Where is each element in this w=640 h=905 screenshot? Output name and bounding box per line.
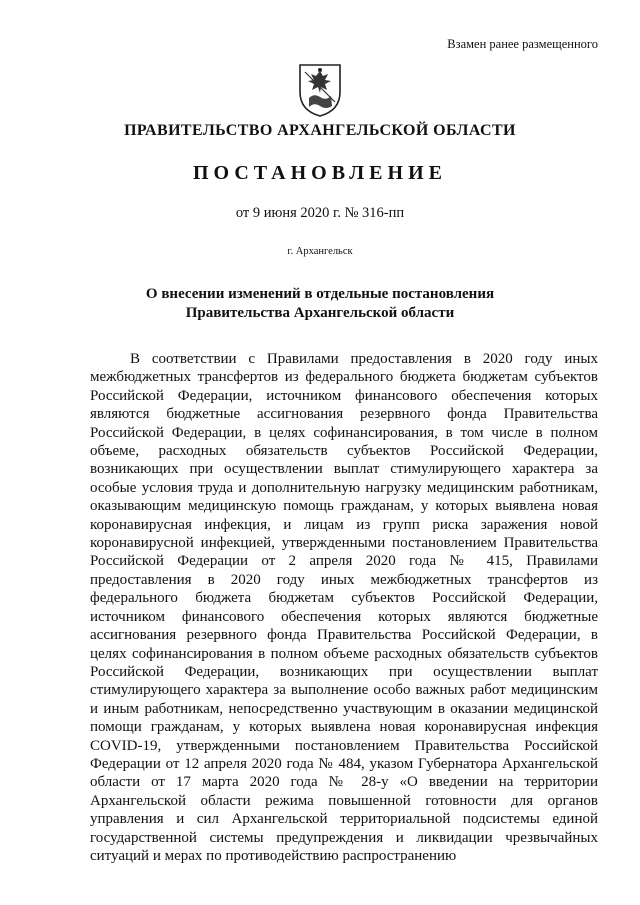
document-subject [0, 285, 640, 323]
replacement-note: Взамен ранее размещенного [447, 37, 598, 51]
subject-line-2: Правительства Архангельской области [185, 305, 455, 321]
coat-of-arms-icon [297, 62, 343, 118]
subject-line-1: О внесении изменений в отдельные постановления [145, 286, 495, 302]
document-type: ПОСТАНОВЛЕНИЕ [193, 162, 447, 184]
body-paragraph: В соответствии с Правилами предоставления в 2020 году иных межбюджетных трансфертов из федерального бюджета бюджетам субъектов Российской Федерации, источником финансового обеспечения которых являются бюджетные ассигнования резервного фонда Правительства Российской Федерации, в целях софинансирования, в том числе в полном объеме, расходных обязательств субъектов Российской Федерации, возникающих при осуществлении выплат стимулирующего характера за особые условия труда и дополнительную нагрузку медицинским работникам, оказывающим медицинскую помощь гражданам, у которых выявлена новая коронавирусная инфекция, и лицам из групп риска заражения новой коронавирусной инфекцией, утвержденными постановлением Правительства Российской Федерации от 2 апреля 2020 года № 415, Правилами предоставления в 2020 году иных межбюджетных трансфертов из федерального бюджета бюджетам субъектов Российской Федерации, источником финансового обеспечения которых являются бюджетные ассигнования резервного фонда Правительства Российской Федерации, в целях софинансирования в полном объеме расходных обязательств субъектов Российской Федерации, возникающих при осуществлении выплат стимулирующего характера за выполнение особо важных работ медицинским и иным работникам, непосредственно участвующим в оказании медицинской помощи гражданам, у которых выявлена новая коронавирусная инфекция COVID-19, утвержденными постановлением Правительства Российской Федерации от 12 апреля 2020 года № 484, указом Губернатора Архангельской области от 17 марта 2020 года № 28-у «О введении на территории Архангельской области режима повышенной готовности для органов управления и сил Архангельской территориальной подсистемы единой государственной системы предупреждения и ликвидации чрезвычайных ситуаций и мерах по противодействию распространению [90, 351, 598, 864]
government-title: ПРАВИТЕЛЬСТВО АРХАНГЕЛЬСКОЙ ОБЛАСТИ [124, 122, 516, 139]
city: г. Архангельск [287, 246, 353, 257]
date-and-number: от 9 июня 2020 г. № 316-пп [235, 205, 405, 221]
